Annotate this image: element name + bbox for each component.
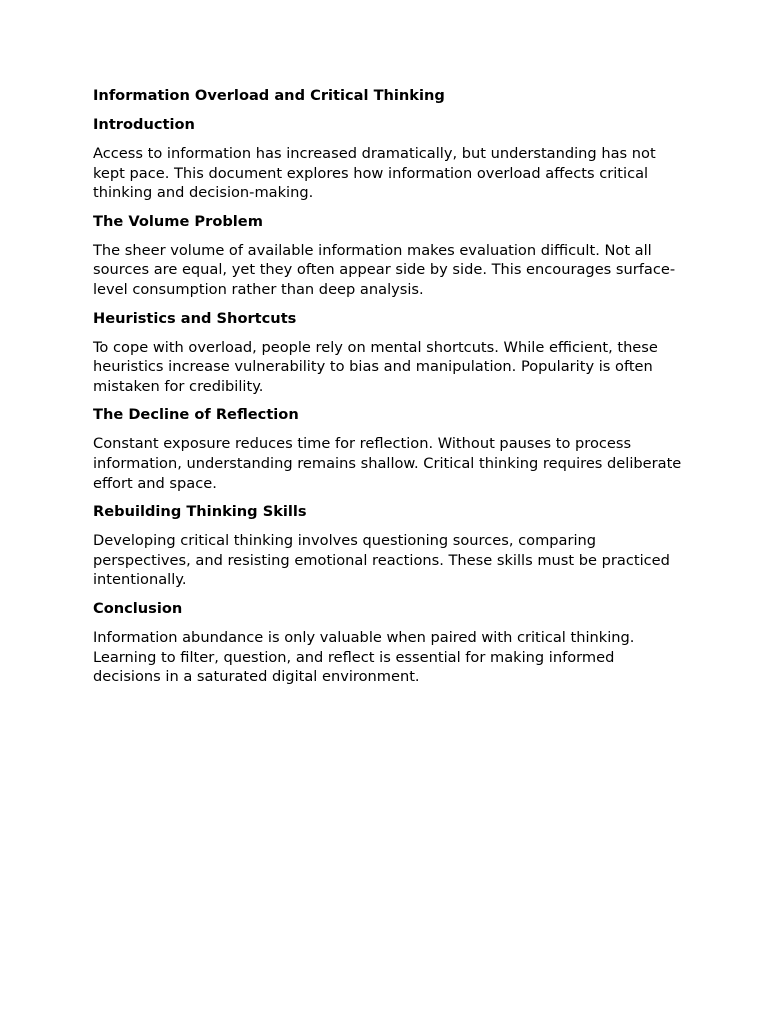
section-conclusion xyxy=(93,599,683,687)
document-title: Information Overload and Critical Thinking xyxy=(93,87,445,104)
section-paragraph: Access to information has increased dramatically, but understanding has not kept pace. This document explores how information overload affects critical thinking and decision-making. xyxy=(93,145,656,202)
section-paragraph: Developing critical thinking involves questioning sources, comparing perspectives, and resisting emotional reactions. These skills must be practiced intentionally. xyxy=(93,532,670,589)
section-paragraph: To cope with overload, people rely on mental shortcuts. While efficient, these heuristics increase vulnerability to bias and manipulation. Popularity is often mistaken for credibility. xyxy=(93,338,658,395)
section-paragraph: Information abundance is only valuable when paired with critical thinking. Learning to filter, question, and reflect is essential for making informed decisions in a saturated digital environment. xyxy=(93,628,635,686)
document-page xyxy=(93,86,683,696)
section-introduction xyxy=(93,115,683,203)
section-volume-problem xyxy=(93,212,683,300)
section-paragraph: The sheer volume of available information makes evaluation difficult. Not all sources are equal, yet they often appear side by side. This encourages surface-level consumption rather than deep analysis. xyxy=(93,241,676,298)
section-paragraph: Constant exposure reduces time for reflection. Without pauses to process information, understanding remains shallow. Critical thinking requires deliberate effort and space. xyxy=(93,435,682,492)
section-heading: Introduction xyxy=(93,116,195,133)
section-heading: The Volume Problem xyxy=(93,212,263,230)
section-decline-of-reflection xyxy=(93,405,683,493)
section-heuristics xyxy=(93,309,683,397)
section-heading: The Decline of Reflection xyxy=(93,406,299,424)
section-heading: Heuristics and Shortcuts xyxy=(93,309,297,327)
section-heading: Rebuilding Thinking Skills xyxy=(93,503,307,521)
section-heading: Conclusion xyxy=(93,599,183,617)
section-rebuilding-skills xyxy=(93,502,683,590)
